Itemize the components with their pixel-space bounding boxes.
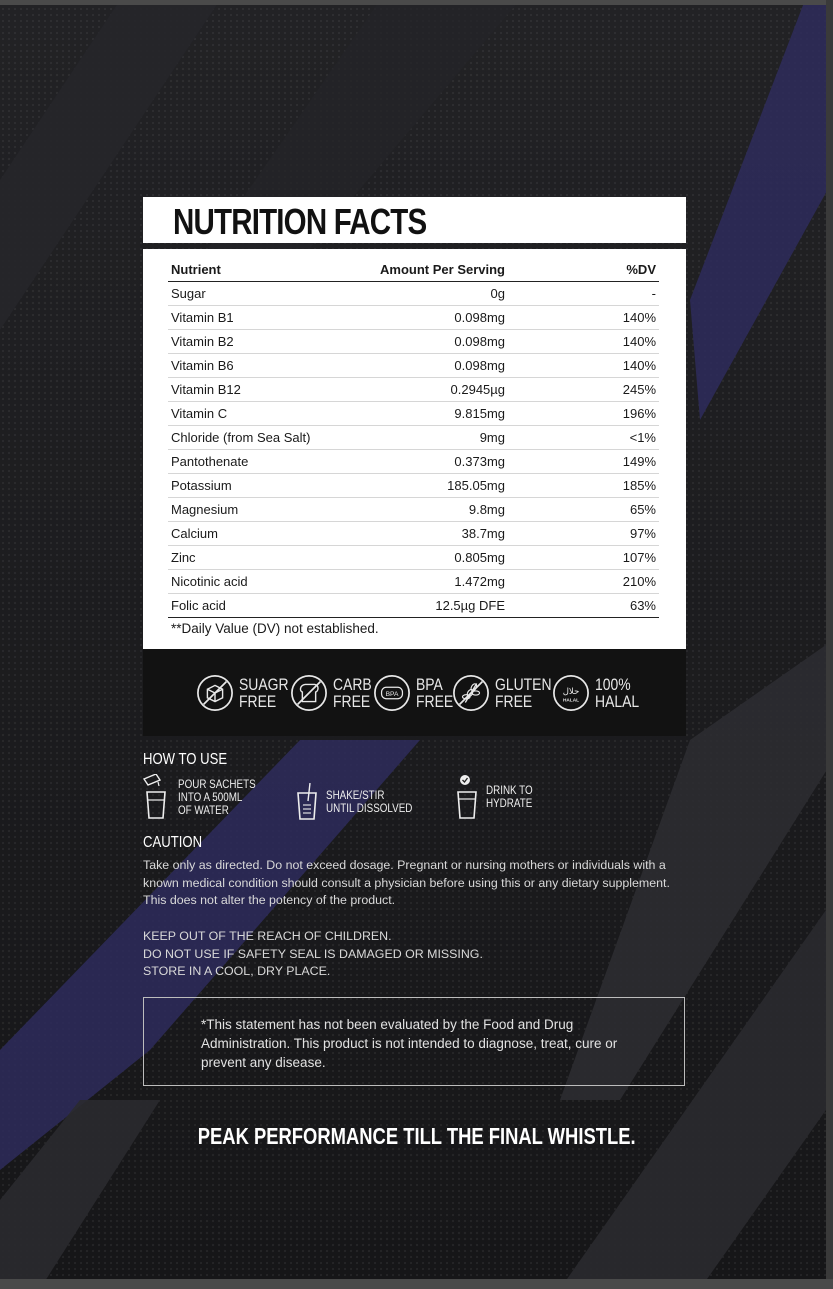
nutrient-name: Sugar [168, 282, 354, 306]
nutrient-dv: 245% [508, 378, 659, 402]
nutrient-amount: 0.2945µg [354, 378, 508, 402]
caution-text: Take only as directed. Do not exceed dosage. Pregnant or nursing mothers or individuals with a known medical condition should consult a physician before using this or any dietary supplement. This does not alter the potency of the product. [143, 858, 670, 907]
nutrient-amount: 9mg [354, 426, 508, 450]
nutrient-name: Folic acid [168, 594, 354, 618]
nutrient-amount: 0g [354, 282, 508, 306]
nutrient-amount: 9.8mg [354, 498, 508, 522]
nutrient-dv: 210% [508, 570, 659, 594]
nutrient-name: Nicotinic acid [168, 570, 354, 594]
step-drink [456, 774, 543, 820]
nutrient-dv: 140% [508, 306, 659, 330]
nutrition-table [168, 257, 659, 618]
table-row [168, 522, 659, 546]
table-row [168, 450, 659, 474]
nutrient-amount: 38.7mg [354, 522, 508, 546]
how-to-use-title: HOW TO USE [143, 751, 228, 768]
tagline [0, 1123, 833, 1150]
table-header-row [168, 257, 659, 282]
warning-line: KEEP OUT OF THE REACH OF CHILDREN. [143, 929, 392, 943]
nutrient-amount: 185.05mg [354, 474, 508, 498]
badge-label: SUAGR FREE [239, 675, 289, 711]
table-row [168, 306, 659, 330]
nutrient-name: Chloride (from Sea Salt) [168, 426, 354, 450]
tagline-text: PEAK PERFORMANCE TILL THE FINAL WHISTLE. [197, 1123, 636, 1149]
top-border [0, 0, 833, 5]
nutrition-facts-panel [143, 249, 686, 649]
table-row [168, 378, 659, 402]
free-from-badges [143, 649, 686, 736]
table-row [168, 546, 659, 570]
badge-label: CARB FREE [333, 675, 372, 711]
nutrient-name: Potassium [168, 474, 354, 498]
table-row [168, 426, 659, 450]
badge-sugar-free [196, 673, 299, 713]
nutrient-name: Zinc [168, 546, 354, 570]
warning-line: STORE IN A COOL, DRY PLACE. [143, 964, 331, 978]
nutrient-name: Vitamin B12 [168, 378, 354, 402]
badge-label: GLUTEN FREE [495, 675, 552, 711]
column-header-amount: Amount Per Serving [354, 257, 508, 282]
nutrient-name: Vitamin C [168, 402, 354, 426]
nutrient-name: Calcium [168, 522, 354, 546]
table-row [168, 330, 659, 354]
sugar-cube-icon [196, 674, 234, 712]
halal-icon [552, 674, 590, 712]
svg-text:BPA: BPA [385, 690, 399, 698]
nutrient-name: Magnesium [168, 498, 354, 522]
nutrient-amount: 0.098mg [354, 354, 508, 378]
badge-gluten-free [452, 673, 564, 713]
nutrient-dv: 185% [508, 474, 659, 498]
nutrient-dv: <1% [508, 426, 659, 450]
nutrient-dv: 196% [508, 402, 659, 426]
drink-glass-icon [456, 774, 478, 820]
fda-disclaimer-text: *This statement has not been evaluated by the Food and Drug Administration. This product is not intended to diagnose, treat, cure or prevent any disease. [201, 1017, 618, 1070]
nutrient-name: Vitamin B6 [168, 354, 354, 378]
warning-line: DO NOT USE IF SAFETY SEAL IS DAMAGED OR MISSING. [143, 946, 483, 961]
nutrient-name: Vitamin B1 [168, 306, 354, 330]
nutrient-amount: 1.472mg [354, 570, 508, 594]
step-label: DRINK TO HYDRATE [486, 783, 533, 810]
nutrient-amount: 12.5µg DFE [354, 594, 508, 618]
table-row [168, 594, 659, 618]
table-row [168, 474, 659, 498]
badge-label: BPA FREE [416, 675, 454, 711]
right-border [826, 0, 833, 1289]
step-pour [142, 774, 273, 820]
nutrient-amount: 0.098mg [354, 330, 508, 354]
nutrient-dv: 65% [508, 498, 659, 522]
shake-stir-icon [296, 783, 318, 821]
nutrient-dv: 140% [508, 354, 659, 378]
table-row [168, 498, 659, 522]
caution-title: CAUTION [143, 834, 203, 851]
table-row [168, 402, 659, 426]
table-row [168, 282, 659, 306]
svg-text:HALAL: HALAL [562, 698, 580, 704]
table-row [168, 570, 659, 594]
pour-sachet-icon [142, 774, 170, 820]
nutrient-dv: 97% [508, 522, 659, 546]
wheat-icon [452, 674, 490, 712]
nutrient-amount: 0.373mg [354, 450, 508, 474]
bottom-border [0, 1279, 833, 1289]
fda-disclaimer-box [143, 997, 685, 1086]
nutrient-amount: 9.815mg [354, 402, 508, 426]
column-header-nutrient: Nutrient [168, 257, 354, 282]
nutrient-dv: 149% [508, 450, 659, 474]
step-label: SHAKE/STIR UNTIL DISSOLVED [326, 788, 413, 815]
badge-label: 100% HALAL [595, 675, 640, 711]
nutrition-facts-header [143, 197, 686, 243]
bpa-icon [373, 674, 411, 712]
badge-bpa-free [373, 673, 461, 713]
step-shake [296, 783, 431, 821]
nutrient-dv: 107% [508, 546, 659, 570]
nutrient-dv: 63% [508, 594, 659, 618]
table-row [168, 354, 659, 378]
svg-text:حلال: حلال [562, 686, 580, 697]
step-label: POUR SACHETS INTO A 500ML OF WATER [178, 776, 256, 817]
badge-halal [552, 673, 649, 713]
nutrient-name: Pantothenate [168, 450, 354, 474]
dv-footnote: **Daily Value (DV) not established. [171, 621, 379, 636]
nutrient-name: Vitamin B2 [168, 330, 354, 354]
nutrient-amount: 0.805mg [354, 546, 508, 570]
warning-list [143, 928, 483, 981]
nutrient-amount: 0.098mg [354, 306, 508, 330]
nutrition-facts-title: NUTRITION FACTS [173, 201, 427, 242]
badge-carb-free [290, 673, 380, 713]
nutrient-dv: - [508, 282, 659, 306]
bread-icon [290, 674, 328, 712]
nutrient-dv: 140% [508, 330, 659, 354]
column-header-dv: %DV [508, 257, 659, 282]
